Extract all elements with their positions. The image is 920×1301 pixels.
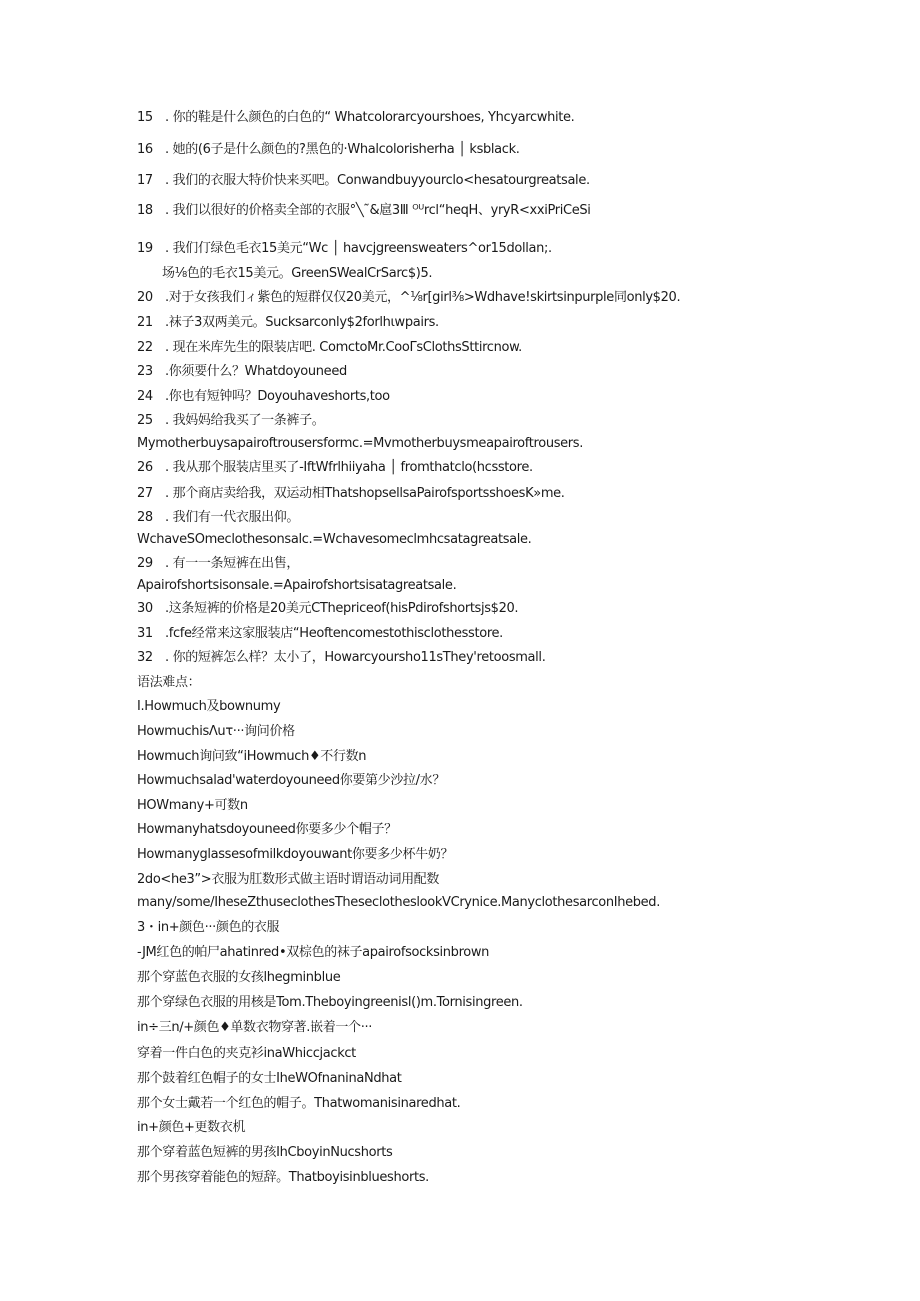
item-text: . 有一一条短裤在出售， [165,556,300,571]
list-item-21 [137,315,439,331]
grammar-line [137,1046,356,1062]
item-text: .对于女孩我们ィ紫色的短群仅仅20美元，^⅛r[girl⅜>Wdhave!skirtsinpurple同only$20. [165,290,681,305]
item-text: HowmuchisΛuτ···询问价格 [137,724,295,739]
item-text: I.Howmuch及bownumy [137,699,281,714]
list-item-31 [137,626,503,642]
list-item-23 [137,364,347,380]
list-item-continuation [137,436,583,452]
item-number: 30 [137,601,153,616]
list-item-17 [137,173,590,189]
item-text: 穿着一件白色的夹克衫inaWhiccjackct [137,1046,356,1061]
item-number: 27 [137,486,153,501]
item-text: Howmanyglassesofmilkdoyouwant你要多少杯牛奶？ [137,847,454,862]
item-text: Apairofshortsisonsale.=Apairofshortsisatagreatsale. [137,578,457,593]
grammar-line [137,895,660,911]
item-text: 那个穿绿色衣服的用核是Tom.Theboyingreenisl()m.Tornisingreen. [137,995,523,1010]
list-item-27 [137,486,565,502]
item-text: HOWmany+可数n [137,798,248,813]
list-item-15 [137,110,574,126]
item-text: .你须要什么？Whatdoyouneed [165,364,347,379]
item-number: 31 [137,626,153,641]
item-number: 16 [137,142,153,157]
item-number: 23 [137,364,153,379]
item-text: 那个女士戴若一个红色的帽子。Thatwomanisinaredhat. [137,1096,461,1111]
grammar-line [137,1071,401,1087]
list-item-continuation [137,578,456,594]
item-text: 那个男孩穿着能色的短辞。Thatboyisinblueshorts. [137,1170,429,1185]
item-text: in+颜色+更数衣机 [137,1120,246,1135]
list-item-18 [137,203,591,219]
item-text: . 她的(6子是什么颜色的?黑色的·Whalcolorisherha │ ksblack. [165,142,520,157]
list-item-32 [137,650,545,666]
item-text: . 我们仃绿色毛衣15美元“Wc │ havcjgreensweaters^or15dollan;. [165,241,552,256]
grammar-line [137,945,489,961]
list-item-25 [137,413,324,429]
item-text: .这条短裤的价格是20美元CThepriceof(hisPdirofshortsjs$20. [165,601,519,616]
item-number: 19 [137,241,153,256]
item-text: in÷三n∕+颜色♦单数衣物穿著.嵌着一个··· [137,1020,373,1035]
grammar-line [137,822,397,838]
item-text: -JM红色的帕尸ahatinred•双棕色的袜子apairofsocksinbrown [137,945,490,960]
item-text: 2do<he3”>衣服为肛数形式做主语时谓语动词用配数 [137,872,440,887]
list-item-continuation [162,266,432,282]
list-item-20 [137,290,680,306]
item-number: 24 [137,389,153,404]
list-item-22 [137,340,522,356]
item-text: 场⅛色的毛衣15美元。GreenSWealCrSarc$)5. [162,266,433,281]
item-text: Howmuch询问致“iHowmuch♦不行数n [137,749,367,764]
grammar-line [137,1170,429,1186]
item-text: .你也有短钟吗？Doyouhaveshorts,too [165,389,390,404]
item-text: WchaveSOmeclothesonsalc.=Wchavesomeclmhcsatagreatsale. [137,532,532,547]
list-item-16 [137,142,520,158]
grammar-line [137,995,523,1011]
list-item-26 [137,460,533,476]
item-number: 28 [137,510,153,525]
grammar-line [137,872,439,888]
item-text: . 我从那个服装店里买了-IftWfrlhiiyaha │ fromthatclo(hcsstore. [165,460,533,475]
grammar-line [137,920,279,936]
grammar-line [137,1020,372,1036]
grammar-line [137,773,445,789]
item-text: . 那个商店卖给我，双运动相ThatshopsellsaPairofsportsshoesK»me. [165,486,565,501]
item-text: Howmanyhatsdoyouneed你要多少个帽子？ [137,822,397,837]
list-item-24 [137,389,390,405]
item-number: 21 [137,315,153,330]
item-text: . 我们以很好的价格卖全部的衣服°╲˜&扈3Ⅲ ᴼᵁrcl“heqH、yryR<xxiPriCeSi [165,203,591,218]
item-number: 25 [137,413,153,428]
item-number: 32 [137,650,153,665]
grammar-line [137,1096,460,1112]
item-number: 29 [137,556,153,571]
grammar-line [137,724,295,740]
grammar-line [137,1120,245,1136]
item-text: 那个穿蓝色衣服的女孩lhegminblue [137,970,341,985]
list-item-30 [137,601,518,617]
item-text: many/some/IheseZthuseclothesTheseclotheslookVCrynice.ManyclothesarconIhebed. [137,895,660,910]
list-item-continuation [137,532,531,548]
item-number: 15 [137,110,153,125]
item-text: . 现在米库先生的限装店吧. ComctoMr.CooΓsClothsSttircnow. [165,340,522,355]
item-text: . 我们有一代衣服出仰。 [165,510,300,525]
item-number: 18 [137,203,153,218]
item-text: . 你的短裤怎么样？太小了，Howarcyoursho11sThey'retoosmall. [165,650,546,665]
item-text: Howmuchsalad'waterdoyouneed你要第少沙拉/水？ [137,773,445,788]
item-text: . 我们的衣服大特价快来买吧。Conwandbuyyourclo<hesatourgreatsale. [165,173,590,188]
item-number: 22 [137,340,153,355]
grammar-line [137,970,340,986]
item-text: Mymotherbuysapairoftrousersformc.=Mvmotherbuysmeapairoftrousers. [137,436,583,451]
list-item-28 [137,510,299,526]
item-text: .袜子3双两美元。Sucksarconly$2forlhιwpairs. [165,315,439,330]
item-text: . 你的鞋是什么颜色的白色的“ Whatcolorarcyourshoes, Yhcyarcwhite. [165,110,575,125]
grammar-line [137,847,453,863]
list-item-19 [137,241,552,257]
item-text: 3・in+颜色···颜色的衣服 [137,920,280,935]
item-text: .fcfe经常来这家服装店“Heoftencomestothisclothesstore. [165,626,503,641]
list-item-29 [137,556,299,572]
grammar-line [137,749,366,765]
item-text: . 我妈妈给我买了一条裤子。 [165,413,325,428]
section-heading [137,675,200,691]
item-text: 那个鼓着红色帽子的女士IheWOfnaninaNdhat [137,1071,402,1086]
item-number: 17 [137,173,153,188]
item-text: 那个穿着蓝色短裤的男孩IhCboyinNucshorts [137,1145,393,1160]
grammar-line [137,798,248,814]
item-text: 语法难点： [137,675,201,690]
grammar-line [137,1145,392,1161]
grammar-line [137,699,280,715]
item-number: 26 [137,460,153,475]
item-number: 20 [137,290,153,305]
